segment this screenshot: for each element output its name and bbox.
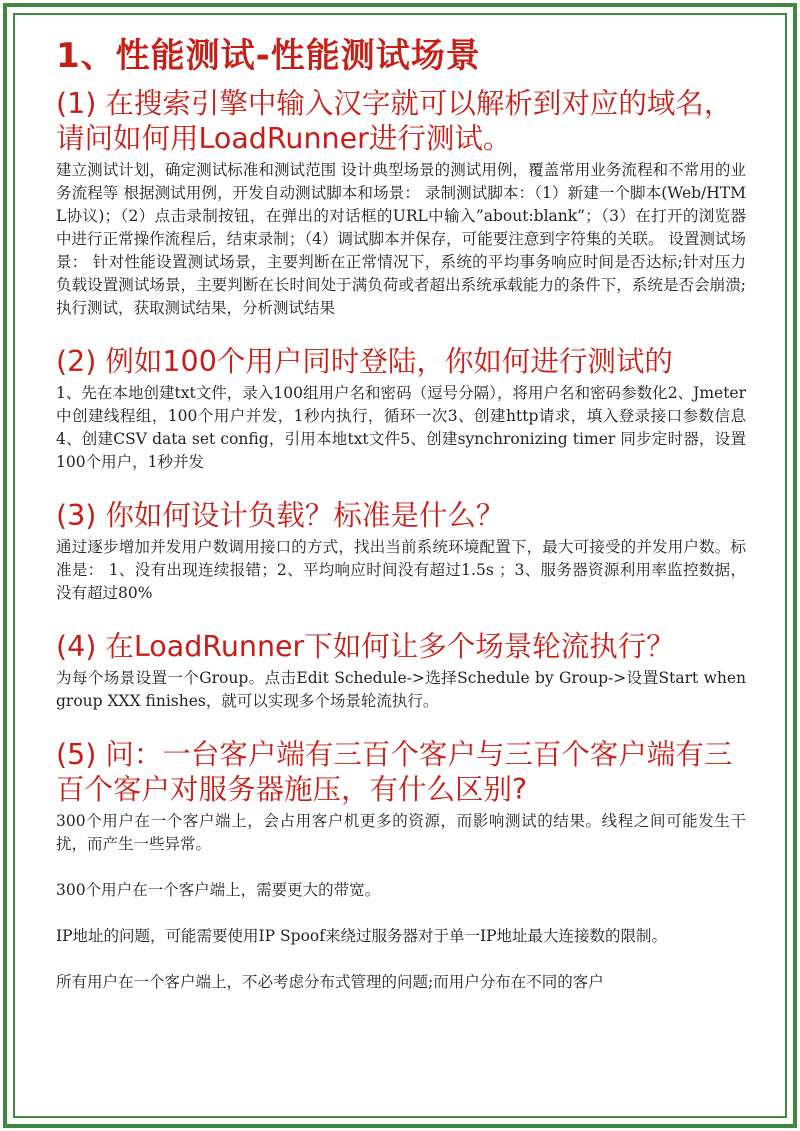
question-heading: (5) 问：一台客户端有三百个客户与三百个客户端有三百个客户对服务器施压，有什么区别? <box>56 738 733 806</box>
answer-body <box>56 667 746 713</box>
answer-body <box>56 382 746 474</box>
question-heading: (3) 你如何设计负载？标准是什么？ <box>56 499 505 532</box>
answer-paragraph: IP地址的问题，可能需要使用IP Spoof来绕过服务器对于单一IP地址最大连接数的限制。 <box>56 927 668 945</box>
qa-section-4 <box>56 629 746 713</box>
answer-paragraph: 1、先在本地创建txt文件，录入100组用户名和密码（逗号分隔），将用户名和密码参数化2、Jmeter中创建线程组，100个用户并发，1秒内执行，循环一次3、创建http请求，填入登录接口参数信息4、创建CSV data set config，引用本地txt文件5、创建synchronizing timer 同步定时器，设置100个用户，1秒并发 <box>56 384 746 471</box>
question-heading: (2) 例如100个用户同时登陆，你如何进行测试的 <box>56 345 673 378</box>
answer-paragraph: 300个用户在一个客户端上，需要更大的带宽。 <box>56 881 381 899</box>
question-heading: (4) 在LoadRunner下如何让多个场景轮流执行？ <box>56 630 675 663</box>
qa-section-1 <box>56 86 746 320</box>
answer-body <box>56 810 746 994</box>
answer-paragraph: 所有用户在一个客户端上，不必考虑分布式管理的问题;而用户分布在不同的客户 <box>56 973 604 991</box>
document-content <box>56 34 746 994</box>
answer-paragraph: 300个用户在一个客户端上，会占用客户机更多的资源，而影响测试的结果。线程之间可能发生干扰，而产生一些异常。 <box>56 812 746 853</box>
answer-body <box>56 536 746 605</box>
answer-body <box>56 159 746 320</box>
qa-section-2 <box>56 344 746 474</box>
answer-paragraph: 通过逐步增加并发用户数调用接口的方式，找出当前系统环境配置下，最大可接受的并发用户数。标准是： 1、没有出现连续报错；2、平均响应时间没有超过1.5s ；3、服务器资源利用率监控数据，没有超过80% <box>56 538 746 602</box>
page-title: 1、性能测试-性能测试场景 <box>56 36 481 76</box>
question-heading: (1) 在搜索引擎中输入汉字就可以解析到对应的域名，请问如何用LoadRunner进行测试。 <box>56 87 733 155</box>
qa-section-5 <box>56 737 746 994</box>
qa-section-3 <box>56 498 746 605</box>
answer-paragraph: 为每个场景设置一个Group。点击Edit Schedule->选择Schedule by Group->设置Start when group XXX finishes，就可以实现多个场景轮流执行。 <box>56 669 746 710</box>
answer-paragraph: 建立测试计划，确定测试标准和测试范围 设计典型场景的测试用例，覆盖常用业务流程和不常用的业务流程等 根据测试用例，开发自动测试脚本和场景： 录制测试脚本：（1）新建一个脚本(Web/HTML协议)；（2）点击录制按钮，在弹出的对话框的URL中输入”about:blank”；（3）在打开的浏览器中进行正常操作流程后，结束录制；（4）调试脚本并保存，可能要注意到字符集的关联。 设置测试场景： 针对性能设置测试场景，主要判断在正常情况下，系统的平均事务响应时间是否达标;针对压力负载设置测试场景，主要判断在长时间处于满负荷或者超出系统承载能力的条件下，系统是否会崩溃;执行测试，获取测试结果，分析测试结果 <box>56 161 746 317</box>
